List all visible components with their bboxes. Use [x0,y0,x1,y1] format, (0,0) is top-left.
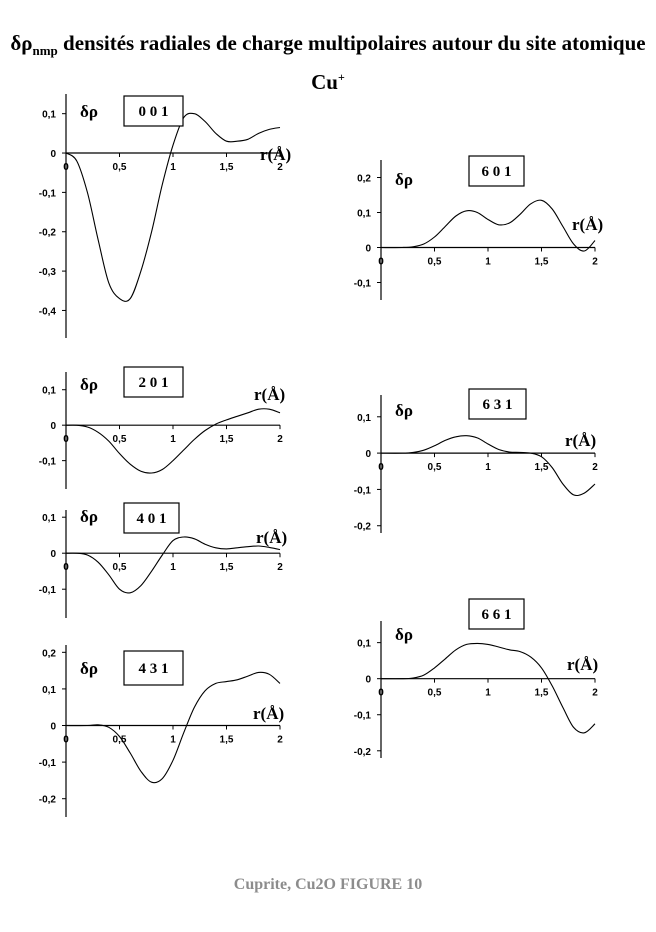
y-axis-label: δρ [395,401,413,420]
x-tick-label: 2 [277,162,283,174]
title-prefix: δρ [10,31,33,55]
plot-6-0-1 [354,156,603,300]
title-superscript: + [338,70,345,85]
y-axis-label: δρ [80,102,98,121]
x-tick-label: 0 [63,734,69,746]
x-tick-label: 1 [485,687,491,699]
x-tick-label: 0 [63,162,69,174]
x-tick-label: 2 [277,434,283,446]
y-axis-label: δρ [80,659,98,678]
plot-4-0-1 [39,503,287,618]
x-axis-label: r(Å) [260,145,292,164]
y-tick-label: -0,4 [38,306,56,318]
y-tick-label: 0 [365,449,371,461]
plot-label: 4 0 1 [136,511,167,527]
x-axis-label: r(Å) [572,215,604,234]
x-tick-label: 2 [592,462,598,474]
x-tick-label: 1,5 [534,256,549,268]
title-text: densités radiales de charge multipolaires autour du site atomique Cu [57,31,646,95]
x-tick-label: 1,5 [219,562,234,574]
y-tick-label: 0 [50,421,56,433]
y-tick-label: 0,1 [357,412,371,424]
x-tick-label: 0,5 [112,734,127,746]
title-subscript: nmp [32,43,58,59]
y-tick-label: 0 [50,721,56,733]
y-tick-label: -0,1 [353,710,371,722]
y-tick-label: -0,1 [38,585,56,597]
x-tick-label: 1,5 [219,734,234,746]
plot-0-0-1 [39,94,291,338]
x-tick-label: 0 [378,687,384,699]
x-tick-label: 0 [378,462,384,474]
y-tick-label: -0,1 [353,485,371,497]
x-tick-label: 0 [63,562,69,574]
plot-label: 6 0 1 [481,164,512,180]
y-tick-label: -0,1 [38,188,56,200]
y-tick-label: -0,1 [38,758,56,770]
x-axis-label: r(Å) [565,431,597,450]
x-tick-label: 2 [592,687,598,699]
x-tick-label: 1 [170,162,176,174]
x-tick-label: 1,5 [534,462,549,474]
x-tick-label: 1,5 [219,162,234,174]
y-tick-label: 0,2 [42,648,56,660]
y-tick-label: 0,2 [357,173,371,185]
series-line [66,113,280,301]
x-axis-label: r(Å) [567,655,599,674]
x-tick-label: 1 [170,562,176,574]
plot-6-6-1 [354,599,598,758]
y-axis-label: δρ [80,507,98,526]
plot-label: 6 6 1 [481,607,512,623]
figure-caption: Cuprite, Cu2O FIGURE 10 [233,876,423,893]
x-tick-label: 1 [170,434,176,446]
y-tick-label: -0,3 [38,267,56,279]
x-axis-label: r(Å) [254,385,286,404]
y-tick-label: 0 [50,149,56,161]
y-tick-label: 0 [50,549,56,561]
x-tick-label: 0 [63,434,69,446]
x-tick-label: 0,5 [112,162,127,174]
y-tick-label: -0,2 [353,521,371,533]
y-tick-label: 0 [365,674,371,686]
plot-label: 2 0 1 [138,375,169,391]
x-tick-label: 1 [485,256,491,268]
y-axis-label: δρ [395,170,413,189]
plot-label: 4 3 1 [138,661,169,677]
y-tick-label: 0,1 [42,513,56,525]
series-line [381,200,595,251]
y-tick-label: 0 [365,243,371,255]
y-axis-label: δρ [80,375,98,394]
x-tick-label: 2 [592,256,598,268]
x-tick-label: 0,5 [427,256,442,268]
x-tick-label: 1,5 [219,434,234,446]
x-axis-label: r(Å) [256,528,288,547]
plot-2-0-1 [39,367,285,489]
x-axis-label: r(Å) [253,704,285,723]
x-tick-label: 2 [277,562,283,574]
y-tick-label: -0,2 [38,227,56,239]
plot-4-3-1 [39,645,284,817]
y-axis-label: δρ [395,625,413,644]
plot-6-3-1 [354,389,598,533]
x-tick-label: 1 [485,462,491,474]
y-tick-label: -0,2 [353,746,371,758]
x-tick-label: 1 [170,734,176,746]
plot-label: 6 3 1 [482,397,513,413]
x-tick-label: 0,5 [427,687,442,699]
x-tick-label: 2 [277,734,283,746]
y-tick-label: 0,1 [357,638,371,650]
x-tick-label: 1,5 [534,687,549,699]
x-tick-label: 0,5 [112,562,127,574]
y-tick-label: -0,2 [38,794,56,806]
y-tick-label: 0,1 [42,684,56,696]
y-tick-label: 0,1 [42,109,56,121]
x-tick-label: 0,5 [427,462,442,474]
y-tick-label: -0,1 [353,278,371,290]
x-tick-label: 0 [378,256,384,268]
y-tick-label: 0,1 [42,385,56,397]
y-tick-label: 0,1 [357,208,371,220]
x-tick-label: 0,5 [112,434,127,446]
y-tick-label: -0,1 [38,456,56,468]
plot-label: 0 0 1 [138,104,169,120]
